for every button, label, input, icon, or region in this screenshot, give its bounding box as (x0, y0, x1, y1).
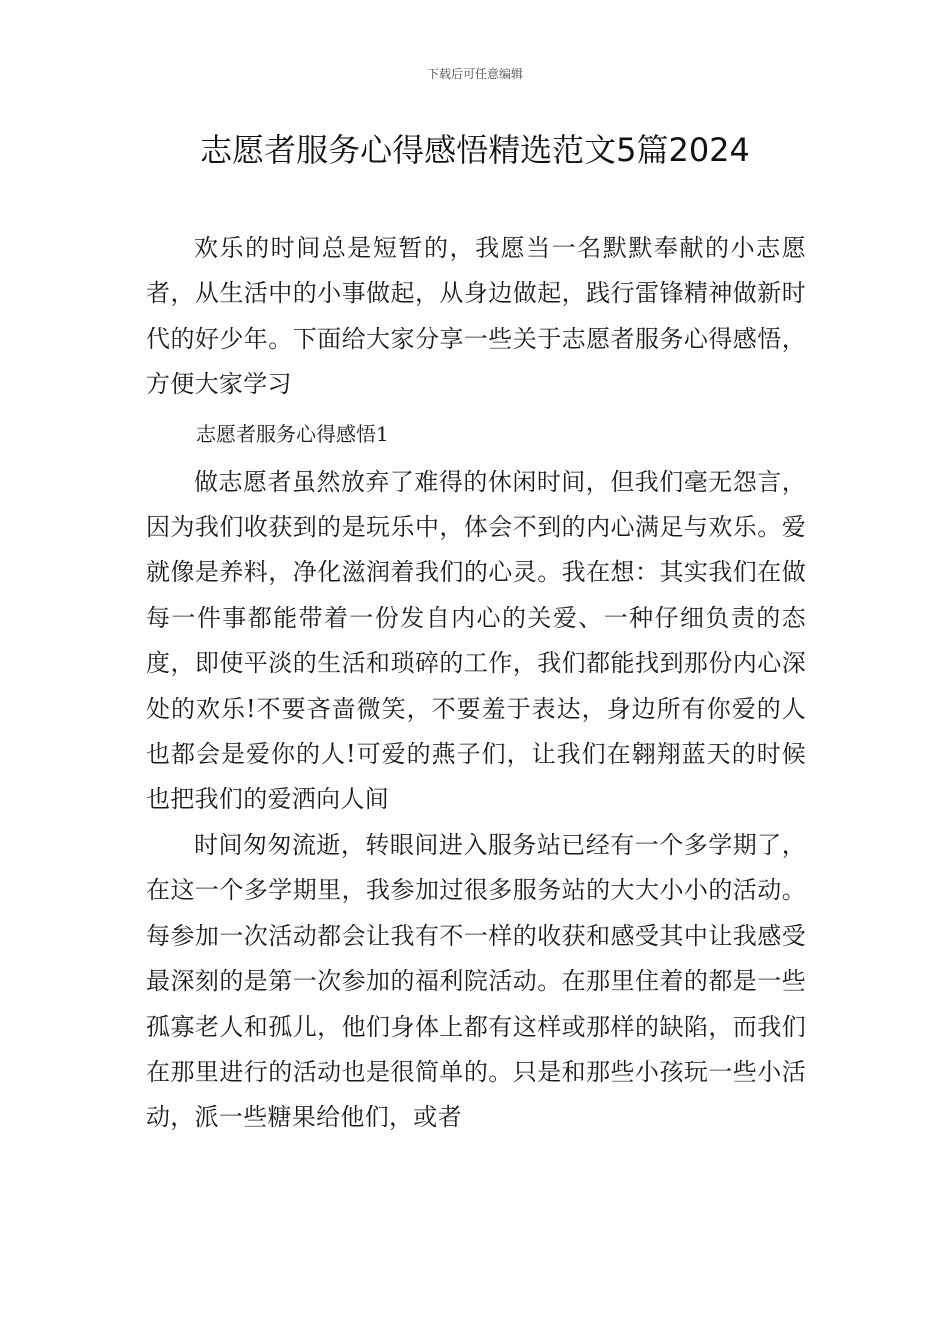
intro-paragraph: 欢乐的时间总是短暂的，我愿当一名默默奉献的小志愿者，从生活中的小事做起，从身边做起，践行雷锋精神做新时代的好少年。下面给大家分享一些关于志愿者服务心得感悟，方便大家学习 (146, 234, 806, 399)
body-paragraph-2: 时间匆匆流逝，转眼间进入服务站已经有一个多学期了，在这一个多学期里，我参加过很多服务站的大大小小的活动。每参加一次活动都会让我有不一样的收获和感受其中让我感受最深刻的是第一次参加的福利院活动。在那里住着的都是一些孤寡老人和孤儿，他们身体上都有这样或那样的缺陷，而我们在那里进行的活动也是很简单的。只是和那些小孩玩一些小活动，派一些糖果给他们，或者 (146, 830, 806, 1132)
header-note: 下载后可任意编辑 (426, 67, 523, 81)
document-body (146, 226, 806, 1141)
page-title: 志愿者服务心得感悟精选范文5篇2024 (200, 131, 750, 169)
section-heading: 志愿者服务心得感悟1 (196, 421, 389, 446)
body-paragraph-1: 做志愿者虽然放弃了难得的休闲时间，但我们毫无怨言，因为我们收获到的是玩乐中，体会不到的内心满足与欢乐。爱就像是养料，净化滋润着我们的心灵。我在想：其实我们在做每一件事都能带着一份发自内心的关爱、一种仔细负责的态度，即使平淡的生活和琐碎的工作，我们都能找到那份内心深处的欢乐!不要吝啬微笑，不要羞于表达，身边所有你爱的人也都会是爱你的人!可爱的燕子们，让我们在翱翔蓝天的时候也把我们的爱洒向人间 (146, 467, 806, 814)
